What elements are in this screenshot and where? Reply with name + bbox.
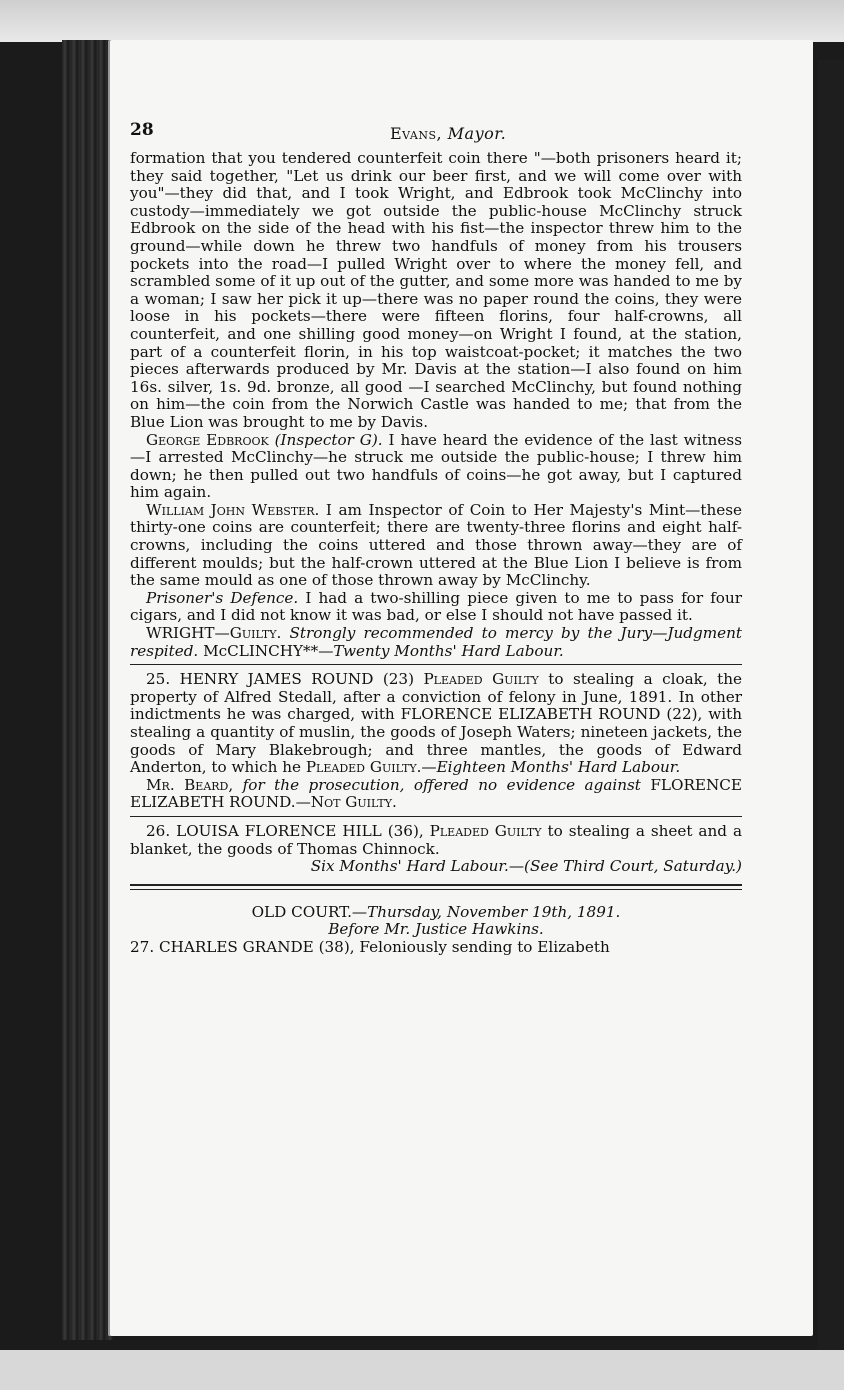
case-26	[130, 823, 742, 858]
plea: Pleaded Guilty	[429, 821, 542, 840]
paragraph-continued-testimony: formation that you tendered counterfeit coin there "—both prisoners heard it; they said together, "Let us drink our beer first, and we will come over with you"—they did that, and I took Wright, and Edbrook took McClinchy into custody—immediately we got outside the public-house McClinchy struck Edbrook on the side of the head with his fist—the inspector threw him to the ground—while down he threw two handfuls of money from his trousers pockets into the road—I pulled Wright over to where the money fell, and scrambled some of it up out of the gutter, and some more was handed to me by a woman; I saw her pick it up—there was no paper round the coins, they were loose in his pockets—there were fifteen florins, four half-crowns, all counterfeit, and one shilling good money—on Wright I found, at the station, part of a counterfeit florin, in his top waistcoat-pocket; it matches the two pieces afterwards produced by Mr. Davis at the station—I also found on him 16s. silver, 1s. 9d. bronze, all good —I searched McClinchy, but found nothing on him—the coin from the Norwich Castle was handed to me; that from the Blue Lion was brought to me by Davis.	[130, 149, 742, 431]
page-content	[130, 120, 742, 957]
defence-text: I had a two-shilling piece given to me to pass for four cigars, and I did not know it was bad, or else I should not have passed it.	[130, 588, 742, 625]
plea: Pleaded Guilty.	[305, 758, 422, 777]
sentence: —Eighteen Months' Hard Labour.	[421, 758, 681, 777]
counsel-text: for the prosecution, offered no evidence against	[233, 775, 641, 794]
counsel-name: Mr. Beard,	[146, 775, 234, 794]
court-heading	[130, 904, 742, 922]
defence-label: Prisoner's Defence.	[146, 588, 299, 607]
paragraph-defence	[130, 590, 742, 625]
paragraph-verdict	[130, 625, 742, 660]
book-binding	[62, 40, 114, 1340]
witness-name: William John Webster.	[146, 500, 320, 519]
sentence: Twenty Months' Hard Labour.	[333, 641, 564, 660]
case-text: CHARLES GRANDE (38), Feloniously sending to Elizabeth	[154, 937, 610, 956]
defendant: HENRY JAMES ROUND (23)	[170, 670, 424, 689]
witness-role: (Inspector G).	[274, 430, 383, 449]
book-page	[108, 40, 813, 1336]
page-number: 28	[130, 120, 154, 140]
defendant: LOUISA FLORENCE HILL (36),	[170, 821, 430, 840]
verdict-guilty: Guilty.	[229, 624, 282, 643]
page-header	[130, 120, 742, 150]
running-head-title: Mayor.	[447, 124, 507, 143]
running-head-name: Evans,	[390, 124, 443, 143]
witness-testimony: I have heard the evidence of the last witness—I arrested McClinchy—he struck me outside the public-house; I threw him down; he then pulled out two handfuls of coins—he got away, but I captured him again.	[130, 430, 743, 502]
defendant: FLORENCE ELIZABETH ROUND.—	[130, 775, 742, 812]
case-25	[130, 671, 742, 777]
scan-bottom-edge	[0, 1350, 844, 1390]
case-divider	[130, 664, 742, 665]
running-head	[390, 124, 506, 143]
section-divider	[130, 884, 742, 890]
case-divider	[130, 816, 742, 817]
jury-recommendation: Strongly recommended to mercy by the Jury—Judgment respited.	[130, 624, 742, 660]
verdict-not-guilty: Not Guilty.	[310, 793, 397, 812]
witness-name: George Edbrook	[146, 430, 269, 449]
case-text: to stealing a cloak, the property of Alfred Stedall, after a conviction of felony in June, 1891. In other indictments he was charged, with FLORENCE ELIZABETH ROUND (22), with stealing a quantity of muslin, the goods of Joseph Waters; nineteen jackets, the goods of Mary Blakebrough; and three mantles, the goods of Edward Anderton, to which he	[130, 670, 743, 777]
paragraph-webster	[130, 502, 742, 590]
case-26-sentence: Six Months' Hard Labour.—(See Third Court, Saturday.)	[310, 857, 742, 876]
paragraph-beard	[130, 777, 742, 812]
case-number: 25.	[146, 670, 171, 689]
scan-top-edge	[0, 0, 844, 42]
court-date: Thursday, November 19th, 1891.	[367, 902, 621, 921]
defendant-mcclinchy: McCLINCHY**—	[198, 641, 334, 660]
plea: Pleaded Guilty	[423, 670, 539, 689]
case-27	[130, 939, 742, 957]
body-text	[130, 150, 742, 957]
case-number: 26.	[146, 821, 171, 840]
scan-right-edge	[818, 60, 844, 1350]
witness-testimony: I am Inspector of Coin to Her Majesty's Mint—these thirty-one coins are counterfeit; there are twenty-three florins and eight half-crowns, including the coins uttered and those thrown away—they are of different moulds; but the half-crown uttered at the Blue Lion I believe is from the same mould as one of those thrown away by McClinchy.	[130, 500, 742, 590]
court-name: OLD COURT.—	[251, 902, 368, 921]
defendant-wright: WRIGHT—	[146, 624, 230, 643]
paragraph-edbrook	[130, 432, 742, 502]
case-number: 27.	[130, 937, 155, 956]
case-text: to stealing a sheet and a blanket, the goods of Thomas Chinnock.	[130, 821, 743, 858]
judge-line: Before Mr. Justice Hawkins.	[328, 920, 544, 939]
